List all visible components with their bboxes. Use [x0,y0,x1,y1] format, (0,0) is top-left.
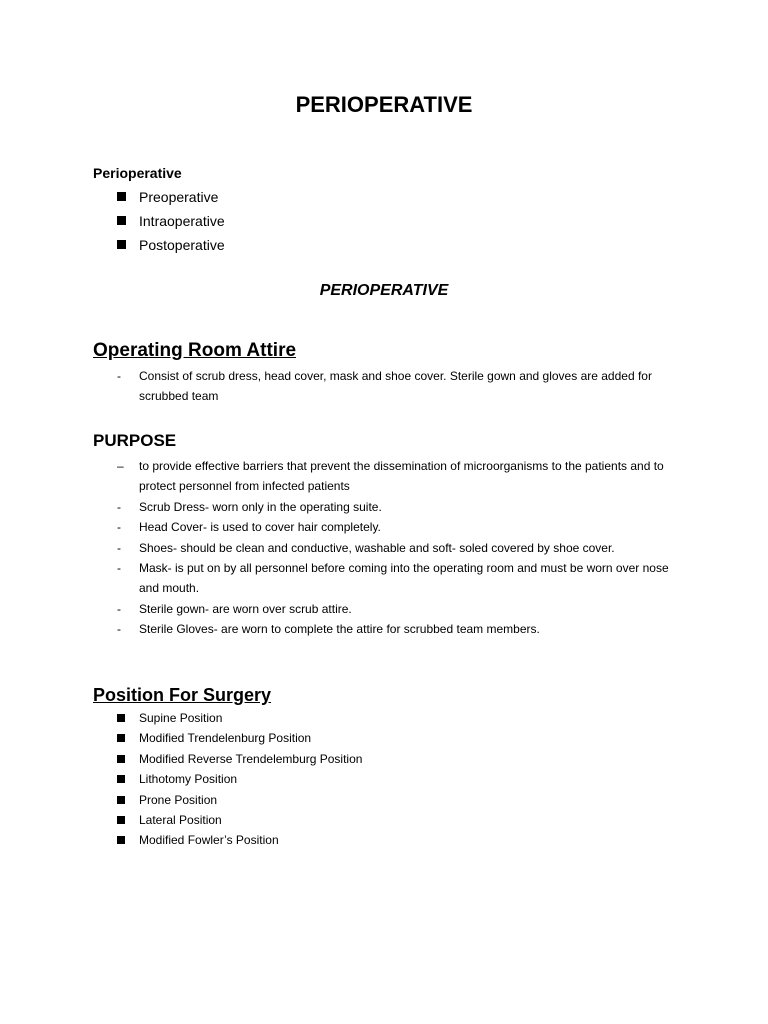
square-bullet-icon [117,192,126,201]
square-bullet-icon [117,775,125,783]
purpose-list [93,456,683,640]
square-bullet-icon [117,796,125,804]
list-item: Lateral Position [93,810,693,830]
list-item: - Mask- is put on by all personnel before coming into the operating room and must be worn over nose and mouth. [93,558,683,599]
dash-bullet: - [117,499,121,514]
square-bullet-icon [117,216,126,225]
list-item: Lithotomy Position [93,769,693,789]
dash-bullet: - [117,520,121,535]
square-bullet-icon [117,755,125,763]
list-item: Modified Reverse Trendelemburg Position [93,749,693,769]
dash-bullet: - [117,601,121,616]
square-bullet-icon [117,714,125,722]
purpose-heading: PURPOSE [93,431,177,450]
square-bullet-icon [117,836,125,844]
positions-list [93,708,693,851]
intro-list [93,185,693,257]
dash-bullet: - [117,622,121,637]
list-item: – to provide effective barriers that prevent the dissemination of microorganisms to the patients and to protect personnel from infected patients [93,456,683,497]
list-item: - Sterile gown- are worn over scrub attire. [93,599,683,619]
square-bullet-icon [117,734,125,742]
list-item: Intraoperative [93,209,693,233]
list-item: - Head Cover- is used to cover hair completely. [93,517,683,537]
attire-list [93,366,683,407]
square-bullet-icon [117,816,125,824]
list-item: - Sterile Gloves- are worn to complete the attire for scrubbed team members. [93,619,683,639]
dash-bullet: - [117,369,121,383]
list-item: - Shoes- should be clean and conductive, washable and soft- soled covered by shoe cover. [93,538,683,558]
list-item: Prone Position [93,790,693,810]
attire-heading: Operating Room Attire [93,340,297,361]
list-item: Preoperative [93,185,693,209]
list-item: Modified Fowler’s Position [93,830,693,850]
intro-heading: Perioperative [93,165,182,181]
list-item: Modified Trendelenburg Position [93,728,693,748]
square-bullet-icon [117,240,126,249]
dash-bullet: – [117,459,124,473]
positions-heading: Position For Surgery [93,685,272,705]
dash-bullet: - [117,540,121,555]
list-item: - Scrub Dress- worn only in the operating suite. [93,497,683,517]
list-item: Postoperative [93,233,693,257]
document-title: PERIOPERATIVE [295,92,473,117]
dash-bullet: - [117,561,121,576]
section-subtitle: PERIOPERATIVE [319,282,449,299]
list-item: - Consist of scrub dress, head cover, mask and shoe cover. Sterile gown and gloves are added for scrubbed team [93,366,683,407]
list-item: Supine Position [93,708,693,728]
